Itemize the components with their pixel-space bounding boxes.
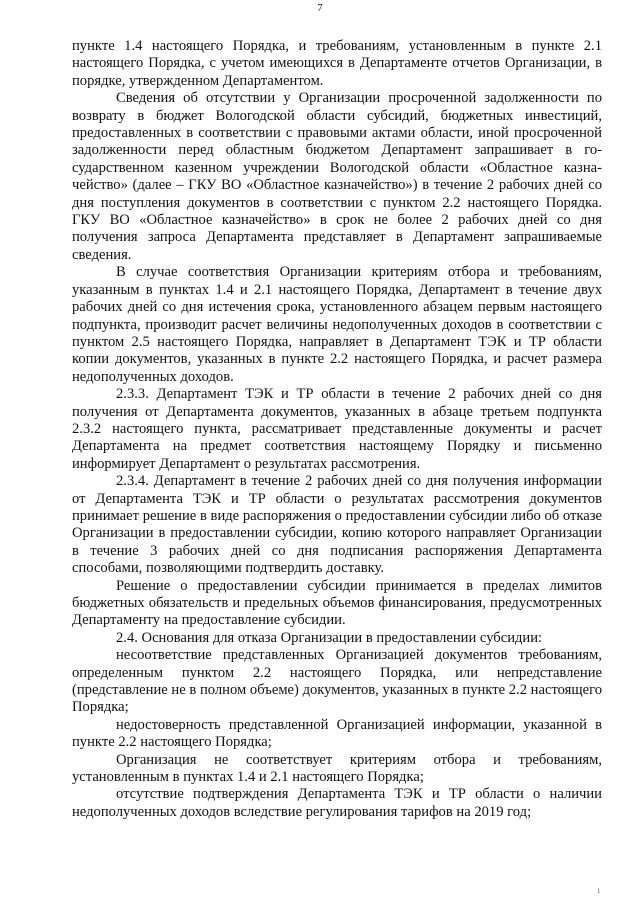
paragraph-2-3-3: 2.3.3. Департамент ТЭК и ТР области в течение 2 рабочих дней со дня получения от Департамента документов, указанных в абзаце третьем подпункта 2.3.2 настоящего пункта, рассматривает представленные документы и расчет Департамента на предмет соответствия настоящему Порядку и письменно информирует Департамент о результатах рассмотрения. bbox=[72, 386, 602, 472]
paragraph-continuation: пункте 1.4 настоящего Порядка, и требованиям, установленным в пункте 2.1 настоящего Порядка, с учетом имеющихся в Департаменте отчетов Организации, в порядке, утвержденном Департаментом. bbox=[72, 38, 602, 89]
list-item-criteria-mismatch: Организация не соответствует критериям отбора и требованиям, установленным в пунктах 1.4 и 2.1 настоящего Порядка; bbox=[72, 751, 602, 786]
paragraph-subsidy-limits: Решение о предоставлении субсидии принимается в пределах лимитов бюджетных обязательств и предельных объемов финансирования, предусмотренных Департаменту на предоставление субсидии. bbox=[72, 577, 602, 629]
document-body bbox=[72, 38, 602, 821]
paragraph-2-4-heading: 2.4. Основания для отказа Организации в предоставлении субсидии: bbox=[116, 629, 543, 646]
paragraph-debt-info-request: Сведения об отсутствии у Организации просроченной задолженности по возврату в бюджет Вологодской области субсидий, бюджетных инвестиций, предоставленных в соответствии с правовыми актами области, иной просроченной задолженности перед областным бюджетом Департамент запрашивает в государственном казенном учреждении Вологодской области «Областное казначейство» (далее – ГКУ ВО «Областное казначейство») в течение 2 рабочих дней со дня поступления документов в соответствии с пунктом 2.2 настоящего Порядка. ГКУ ВО «Областное казначейство» в срок не более 2 рабочих дней со дня получения запроса Департамента представляет в Департамент запрашиваемые сведения. bbox=[72, 90, 602, 263]
corner-mark: ı bbox=[597, 885, 600, 895]
list-item-documents-mismatch: несоответствие представленных Организацией документов требованиям, определенным пунктом 2.2 настоящего Порядка, или непредставление (представление не в полном объеме) документов, указанных в пункте 2.2 настоящего Порядка; bbox=[72, 647, 602, 716]
list-item-no-confirmation: отсутствие подтверждения Департамента ТЭК и ТР области о наличии недополученных доходов вследствие регулирования тарифов на 2019 год; bbox=[72, 786, 602, 820]
paragraph-compliance-calculation: В случае соответствия Организации критериям отбора и требованиям, указанным в пунктах 1.4 и 2.1 настоящего Порядка, Департамент в течение двух рабочих дней со дня истечения срока, установленного абзацем первым настоящего подпункта, производит расчет величины недополученных доходов в соответствии с пунктом 2.5 настоящего Порядка, направляет в Департамент ТЭК и ТР области копии документов, указанных в пункте 2.2 настоящего Порядка, и расчет размера недополученных доходов. bbox=[72, 264, 602, 385]
paragraph-2-3-4: 2.3.4. Департамент в течение 2 рабочих дней со дня получения информации от Департамента ТЭК и ТР области о результатах рассмотрения документов принимает решение в виде распоряжения о предоставлении субсидии либо об отказе Организации в предоставлении субсидии, копию которого направляет Организации в течение 3 рабочих дней со дня подписания распоряжения Департамента способами, позволяющими подтвердить доставку. bbox=[72, 473, 602, 577]
list-item-unreliable-info: недостоверность представленной Организацией информации, указанной в пункте 2.2 настоящего Порядка; bbox=[72, 716, 602, 751]
page-number: 7 bbox=[317, 2, 323, 14]
